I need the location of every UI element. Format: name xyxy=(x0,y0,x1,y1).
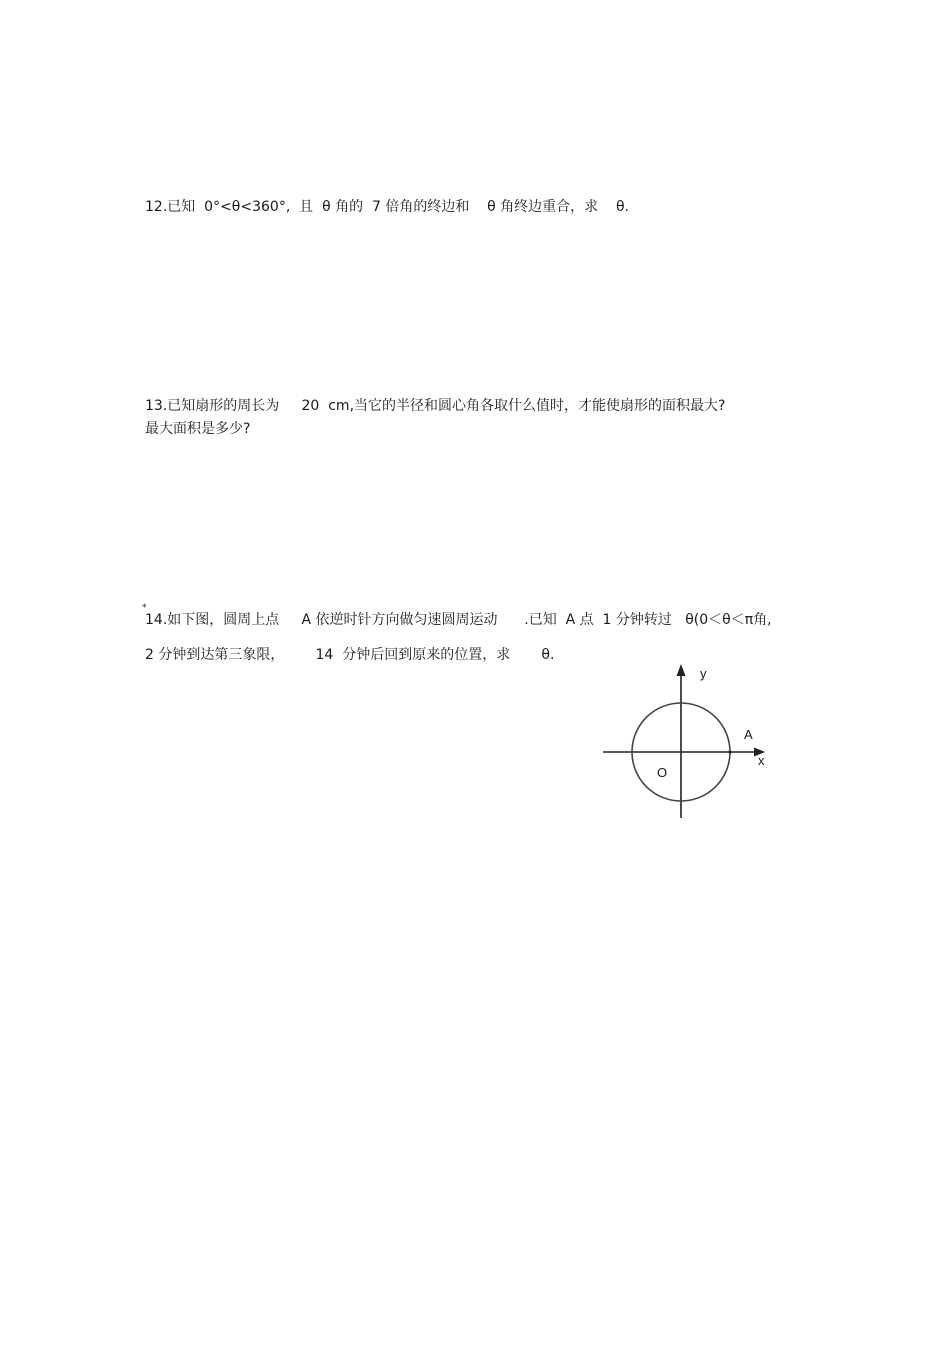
problem-12-text: 12.已知 0°<θ<360°, 且 θ 角的 7 倍角的终边和 θ 角终边重合，求 θ. xyxy=(145,199,629,215)
challenge-star-mark: * xyxy=(142,603,147,613)
point-a-label: A xyxy=(744,727,753,742)
problem-13-text-line2: 最大面积是多少? xyxy=(145,421,251,437)
problem-13-text-line1: 13.已知扇形的周长为 20 cm,当它的半径和圆心角各取什么值时，才能使扇形的面积最大? xyxy=(145,398,726,414)
circle-diagram xyxy=(595,660,775,825)
y-axis-arrow-icon xyxy=(677,664,686,676)
x-axis-label: x xyxy=(758,753,765,768)
y-axis-label: y xyxy=(700,666,707,681)
point-a-marker xyxy=(728,750,731,753)
circle-diagram-svg xyxy=(595,660,775,825)
origin-label: O xyxy=(657,765,668,780)
problem-14-text-line1: 14.如下图，圆周上点 A 依逆时针方向做匀速圆周运动 .已知 A 点 1 分钟转过 θ(0＜θ＜π角, xyxy=(145,612,772,628)
problem-14-text-line2: 2 分钟到达第三象限， 14 分钟后回到原来的位置，求 θ. xyxy=(145,647,555,663)
